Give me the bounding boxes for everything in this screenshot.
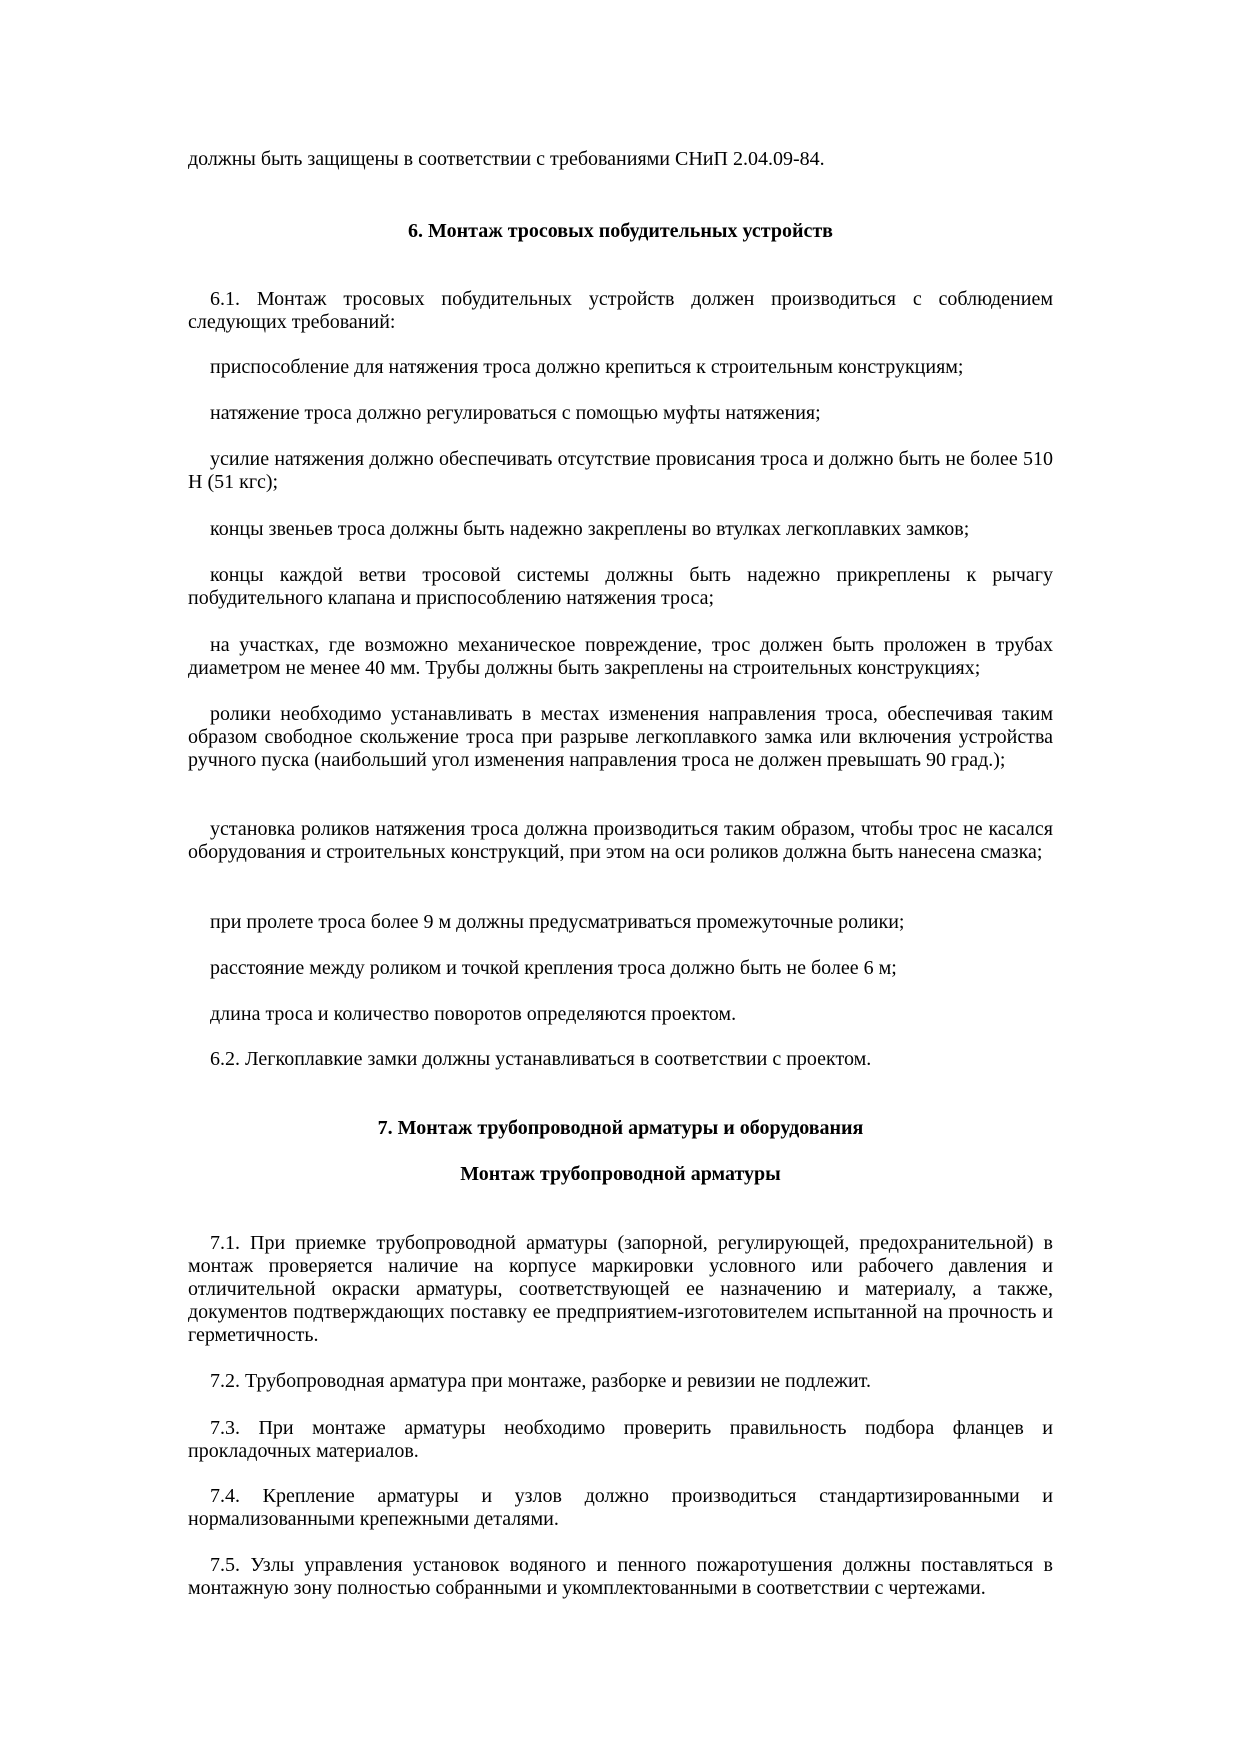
paragraph: 7.1. При приемке трубопроводной арматуры (запорной, регулирующей, предохранительной) в монтаж проверяется наличие на корпусе маркировки условного или рабочего давления и отличительной окраски арматуры, соответствующей ее назначению и материалу, а также, документов подтверждающих поставку ее предприятием-изготовителем испытанной на прочность и герметичность. [188,1232,1053,1346]
paragraph: 7.3. При монтаже арматуры необходимо проверить правильность подбора фланцев и прокладочных материалов. [188,1417,1053,1462]
paragraph: при пролете троса более 9 м должны предусматриваться промежуточные ролики; [210,911,905,933]
paragraph: натяжение троса должно регулироваться с помощью муфты натяжения; [210,402,821,424]
paragraph: установка роликов натяжения троса должна производиться таким образом, чтобы трос не касался оборудования и строительных конструкций, при этом на оси роликов должна быть нанесена смазка; [188,818,1053,863]
paragraph: 7.2. Трубопроводная арматура при монтаже, разборке и ревизии не подлежит. [210,1370,871,1392]
section-7-heading: 7. Монтаж трубопроводной арматуры и оборудования [377,1117,864,1139]
paragraph: 6.2. Легкоплавкие замки должны устанавливаться в соответствии с проектом. [210,1048,872,1070]
paragraph: 6.1. Монтаж тросовых побудительных устройств должен производиться с соблюдением следующих требований: [188,288,1053,333]
paragraph: 7.5. Узлы управления установок водяного и пенного пожаротушения должны поставляться в монтажную зону полностью собранными и укомплектованными в соответствии с чертежами. [188,1554,1053,1599]
paragraph: приспособление для натяжения троса должно крепиться к строительным конструкциям; [210,356,964,378]
paragraph: концы каждой ветви тросовой системы должны быть надежно прикреплены к рычагу побудительного клапана и приспособлению натяжения троса; [188,564,1053,609]
paragraph: усилие натяжения должно обеспечивать отсутствие провисания троса и должно быть не более 510 Н (51 кгс); [188,448,1053,493]
intro-line: должны быть защищены в соответствии с требованиями СНиП 2.04.09-84. [188,148,825,170]
paragraph: ролики необходимо устанавливать в местах изменения направления троса, обеспечивая таким образом свободное скольжение троса при разрыве легкоплавкого замка или включения устройства ручного пуска (наибольший угол изменения направления троса не должен превышать 90 град.); [188,703,1053,771]
paragraph: длина троса и количество поворотов определяются проектом. [210,1003,737,1025]
paragraph: концы звеньев троса должны быть надежно закреплены во втулках легкоплавких замков; [210,518,970,540]
section-7-subheading: Монтаж трубопроводной арматуры [460,1163,781,1185]
paragraph: 7.4. Крепление арматуры и узлов должно производиться стандартизированными и нормализованными крепежными деталями. [188,1485,1053,1530]
paragraph: расстояние между роликом и точкой крепления троса должно быть не более 6 м; [210,957,897,979]
paragraph: на участках, где возможно механическое повреждение, трос должен быть проложен в трубах диаметром не менее 40 мм. Трубы должны быть закреплены на строительных конструкциях; [188,634,1053,679]
section-6-heading: 6. Монтаж тросовых побудительных устройств [408,220,833,242]
